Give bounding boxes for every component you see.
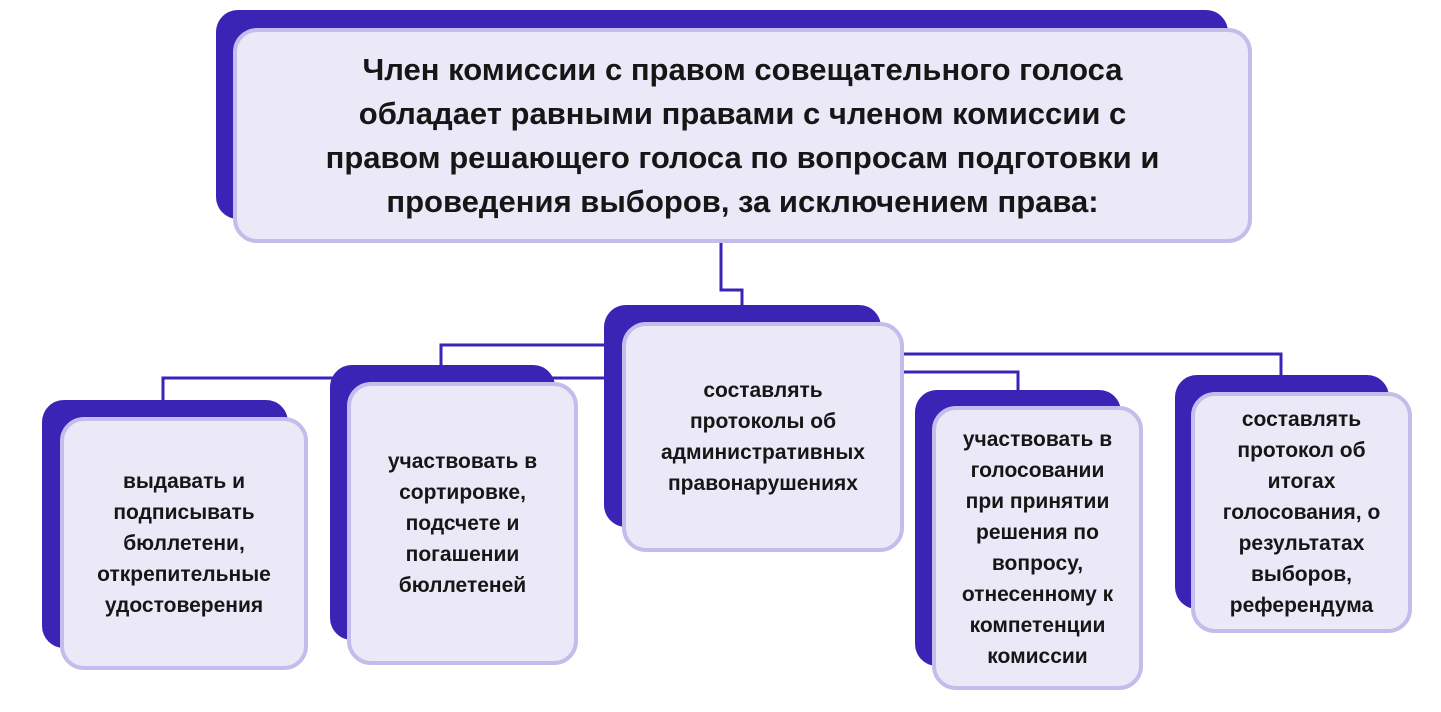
item-node-5 xyxy=(1175,375,1412,633)
item-node-4 xyxy=(915,390,1143,690)
item-5-box xyxy=(1191,392,1412,633)
item-node-1 xyxy=(42,400,308,670)
item-4-box xyxy=(932,406,1143,690)
item-2-box xyxy=(347,382,578,665)
item-5-text: составлять протокол об итогах голосования, о результатах выборов, референдума xyxy=(1222,408,1381,617)
item-4-text: участвовать в голосовании при принятии решения по вопросу, отнесенному к компетенции комиссии xyxy=(961,428,1114,668)
connector-top-to-center xyxy=(721,240,742,305)
item-2-text: участвовать в сортировке, подсчете и погашении бюллетеней xyxy=(387,450,538,597)
top-node xyxy=(216,10,1252,243)
item-1-text: выдавать и подписывать бюллетени, открепительные удостоверения xyxy=(97,470,271,617)
item-node-2 xyxy=(330,365,578,665)
item-3-box xyxy=(622,322,904,552)
item-3-text: составлять протоколы об административных правонарушениях xyxy=(661,379,865,495)
connector-to-item-2 xyxy=(441,345,604,365)
item-node-3 xyxy=(604,305,904,552)
item-1-box xyxy=(60,417,308,670)
top-node-text: Член комиссии с правом совещательного голоса обладает равными правами с членом комиссии с правом решающего голоса по вопросам подготовки и проведения выборов, за исключением права: xyxy=(325,51,1160,219)
top-node-box xyxy=(233,28,1252,243)
